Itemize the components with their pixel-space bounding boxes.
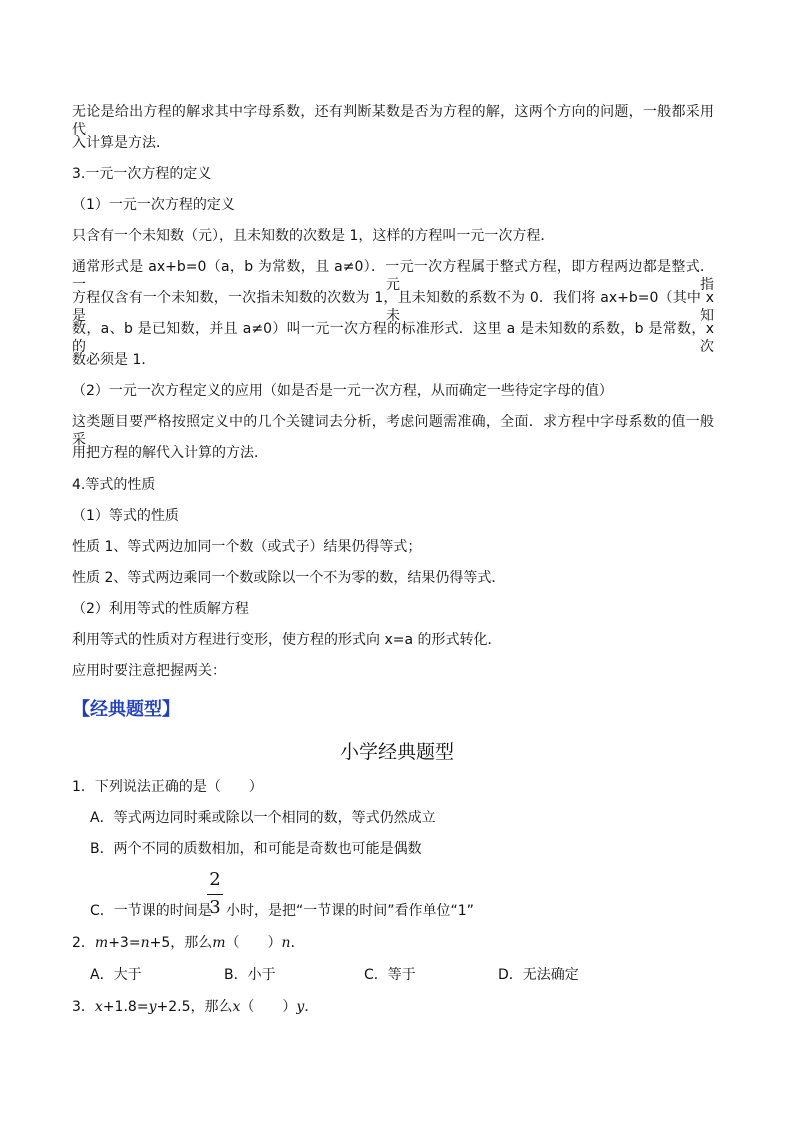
section-4-heading: 4.等式的性质 <box>72 477 156 493</box>
question-3-text: +2.5，那么 <box>156 999 233 1015</box>
variable-m: m <box>94 935 109 951</box>
section-3-paragraph-1: 只含有一个未知数（元），且未知数的次数是 1，这样的方程叫一元一次方程． <box>72 228 555 244</box>
intro-line-2: 入计算是方法． <box>72 135 170 151</box>
question-2-stem <box>72 934 305 952</box>
question-2-option-d: D．无法确定 <box>498 967 579 983</box>
section-3-paragraph-3-line-1: 这类题目要严格按照定义中的几个关键词去分析，考虑问题需准确，全面．求方程中字母系数的值一般采 <box>72 414 714 448</box>
section-4-subheading-1: （1）等式的性质 <box>72 508 179 524</box>
variable-x: x <box>94 999 103 1015</box>
variable-n: n <box>281 935 291 951</box>
section-4-paragraph-1: 利用等式的性质对方程进行变形，使方程的形式向 x=a 的形式转化． <box>72 632 502 648</box>
question-2-number: 2． <box>72 935 95 951</box>
question-3-end: ． <box>304 999 319 1015</box>
variable-n: n <box>140 935 150 951</box>
question-2-text: +5，那么 <box>149 935 213 951</box>
section-4-paragraph-2: 应用时要注意把握两关： <box>72 663 226 679</box>
question-1-option-b: B．两个不同的质数相加，和可能是奇数也可能是偶数 <box>90 841 422 857</box>
classic-problems-tag: 【经典题型】 <box>72 699 180 720</box>
question-2-end: ． <box>290 935 305 951</box>
question-1-option-c-suffix: 小时，是把“一节课的时间”看作单位“1” <box>226 903 474 919</box>
question-1-option-a: A．等式两边同时乘或除以一个相同的数，等式仍然成立 <box>90 810 436 826</box>
fraction-bar <box>207 894 223 895</box>
property-2: 性质 2、等式两边乘同一个数或除以一个不为零的数，结果仍得等式． <box>72 570 506 586</box>
fraction-denominator: 3 <box>209 897 221 918</box>
question-3-number: 3． <box>72 999 95 1015</box>
classic-problems-title: 小学经典题型 <box>339 741 454 763</box>
fraction-two-thirds <box>204 870 226 918</box>
section-3-paragraph-2-line-1: 通常形式是 ax+b=0（a，b 为常数，且 a≠0）．一元一次方程属于整式方程，即方程两边都是整式．一元指 <box>72 259 714 293</box>
question-3-stem <box>72 998 318 1016</box>
section-3-paragraph-2-line-4: 数必须是 1． <box>72 352 156 368</box>
intro-line-1: 无论是给出方程的解求其中字母系数，还有判断某数是否为方程的解，这两个方向的问题，一般都采用代 <box>72 104 714 138</box>
answer-blank: （ ） <box>240 999 297 1015</box>
variable-x: x <box>232 999 241 1015</box>
variable-y: y <box>148 999 157 1015</box>
section-3-heading: 3.一元一次方程的定义 <box>72 166 212 182</box>
question-2-option-c: C．等于 <box>364 967 416 983</box>
question-1-option-c-prefix: C．一节课的时间是 <box>90 903 212 919</box>
section-3-paragraph-3-line-2: 用把方程的解代入计算的方法． <box>72 445 268 461</box>
question-3-text: +1.8= <box>102 999 149 1015</box>
variable-y: y <box>296 999 305 1015</box>
section-3-paragraph-2-line-2: 方程仅含有一个未知数，一次指未知数的次数为 1，且未知数的系数不为 0．我们将 ax+b=0（其中 x 是未知 <box>72 290 714 324</box>
answer-blank: （ ） <box>225 935 282 951</box>
fraction-numerator: 2 <box>209 869 221 890</box>
section-3-subheading-1: （1）一元一次方程的定义 <box>72 197 235 213</box>
question-2-option-a: A．大于 <box>90 967 142 983</box>
section-3-subheading-2: （2）一元一次方程定义的应用（如是否是一元一次方程，从而确定一些待定字母的值） <box>72 383 613 399</box>
section-4-subheading-2: （2）利用等式的性质解方程 <box>72 601 249 617</box>
section-3-paragraph-2-line-3: 数，a、b 是已知数，并且 a≠0）叫一元一次方程的标准形式．这里 a 是未知数的系数，b 是常数，x 的次 <box>72 321 714 355</box>
question-2-option-b: B．小于 <box>224 967 276 983</box>
property-1: 性质 1、等式两边加同一个数（或式子）结果仍得等式； <box>72 539 422 555</box>
question-2-text: +3= <box>108 935 141 951</box>
question-1-stem: 1．下列说法正确的是（ ） <box>72 779 263 795</box>
variable-m: m <box>212 935 226 951</box>
